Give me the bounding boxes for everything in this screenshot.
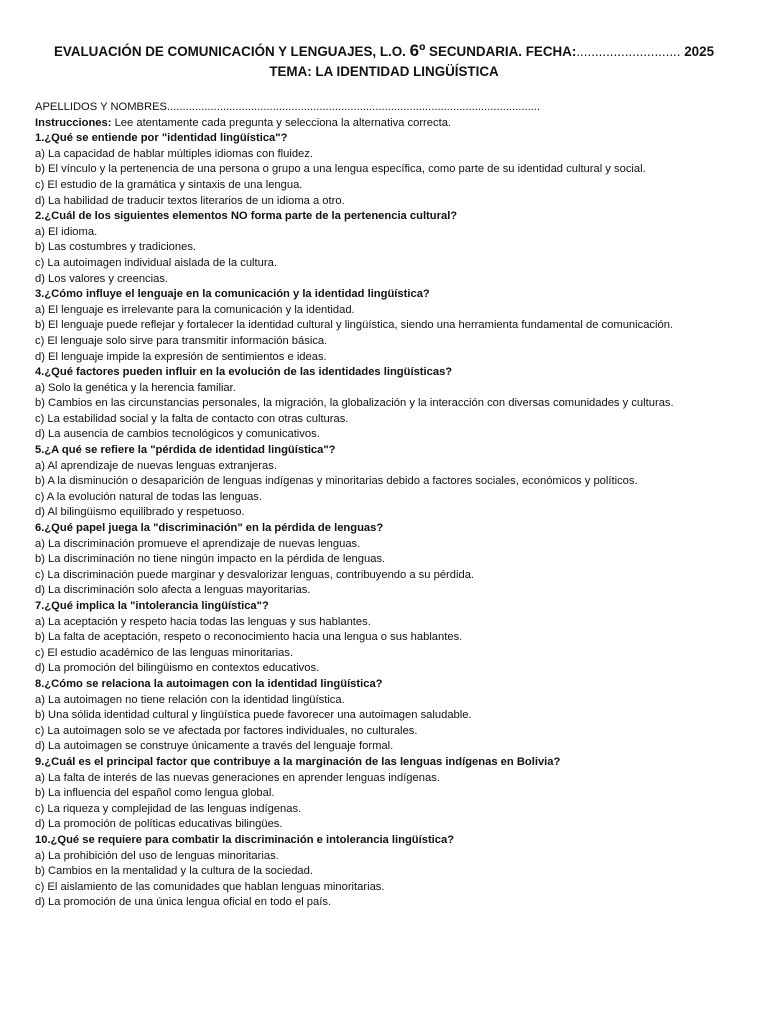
answer-option-a[interactable]: a) La capacidad de hablar múltiples idiomas con fluidez. (35, 147, 313, 160)
answer-option-b[interactable]: b) A la disminución o desaparición de lenguas indígenas y minoritarias debido a factores sociales, económicos y políticos. (35, 475, 638, 488)
question-3 (35, 287, 748, 365)
answer-option-d[interactable]: d) La autoimagen se construye únicamente a través del lenguaje formal. (35, 740, 394, 753)
answer-option-d[interactable]: d) La ausencia de cambios tecnológicos y comunicativos. (35, 428, 320, 441)
answer-option-b[interactable]: b) El lenguaje puede reflejar y fortalecer la identidad cultural y lingüística, siendo una herramienta fundamental de comunicación. (35, 319, 674, 332)
question-title: 2.¿Cuál de los siguientes elementos NO forma parte de la pertenencia cultural? (35, 210, 458, 223)
header-prefix: EVALUACIÓN DE COMUNICACIÓN Y LENGUAJES, L.O. (53, 44, 406, 59)
answer-option-c[interactable]: c) La autoimagen solo se ve afectada por factores individuales, no culturales. (35, 724, 418, 737)
answer-option-a[interactable]: a) El idioma. (35, 225, 98, 238)
answer-option-b[interactable]: b) La discriminación no tiene ningún impacto en la pérdida de lenguas. (35, 553, 386, 566)
answer-option-c[interactable]: c) A la evolución natural de todas las lenguas. (35, 490, 263, 503)
answer-option-d[interactable]: d) La promoción de políticas educativas bilingües. (35, 818, 283, 831)
question-8 (35, 677, 748, 755)
question-4 (35, 365, 748, 443)
instructions (35, 116, 748, 132)
answer-option-c[interactable]: c) La autoimagen individual aislada de la cultura. (35, 256, 277, 269)
instructions-label: Instrucciones: (35, 116, 112, 129)
header-line-1 (20, 41, 748, 62)
question-title: 3.¿Cómo influye el lenguaje en la comunicación y la identidad lingüística? (35, 288, 430, 301)
answer-option-a[interactable]: a) Al aprendizaje de nuevas lenguas extranjeras. (35, 459, 277, 472)
question-list (35, 131, 748, 911)
answer-option-b[interactable]: b) Cambios en la mentalidad y la cultura de la sociedad. (35, 865, 313, 878)
answer-option-a[interactable]: a) La discriminación promueve el aprendizaje de nuevas lenguas. (35, 537, 361, 550)
answer-option-d[interactable]: d) La discriminación solo afecta a lenguas mayoritarias. (35, 584, 311, 597)
answer-option-b[interactable]: b) La influencia del español como lengua global. (35, 787, 275, 800)
question-title: 6.¿Qué papel juega la "discriminación" en la pérdida de lenguas? (35, 522, 384, 535)
answer-option-a[interactable]: a) El lenguaje es irrelevante para la comunicación y la identidad. (35, 303, 355, 316)
question-title: 8.¿Cómo se relaciona la autoimagen con la identidad lingüística? (35, 677, 383, 690)
question-title: 10.¿Qué se requiere para combatir la discriminación e intolerancia lingüística? (35, 833, 455, 846)
answer-option-d[interactable]: d) Al bilingüismo equilibrado y respetuoso. (35, 506, 245, 519)
question-2 (35, 209, 748, 287)
exam-header (20, 0, 748, 82)
question-7 (35, 599, 748, 677)
question-5 (35, 443, 748, 521)
question-title: 5.¿A qué se refiere la "pérdida de identidad lingüística"? (35, 444, 336, 457)
question-title: 9.¿Cuál es el principal factor que contribuye a la marginación de las lenguas indígenas en Bolivia? (35, 755, 561, 768)
answer-option-b[interactable]: b) La falta de aceptación, respeto o reconocimiento hacia una lengua o sus hablantes. (35, 631, 463, 644)
answer-option-c[interactable]: c) La discriminación puede marginar y desvalorizar lenguas, contribuyendo a su pérdida. (35, 568, 475, 581)
answer-option-b[interactable]: b) Cambios en las circunstancias personales, la migración, la globalización y la interacción con diversas comunidades y culturas. (35, 397, 674, 410)
answer-option-a[interactable]: a) La falta de interés de las nuevas generaciones en aprender lenguas indígenas. (35, 771, 440, 784)
exam-topic: TEMA: LA IDENTIDAD LINGÜÍSTICA (269, 64, 499, 79)
question-6 (35, 521, 748, 599)
answer-option-d[interactable]: d) La promoción del bilingüismo en contextos educativos. (35, 662, 320, 675)
question-1 (35, 131, 748, 209)
answer-option-a[interactable]: a) La aceptación y respeto hacia todas las lenguas y sus hablantes. (35, 615, 371, 628)
date-blank[interactable]: ............................ (576, 44, 681, 59)
header-year: 2025 (684, 44, 715, 59)
answer-option-c[interactable]: c) El lenguaje solo sirve para transmitir información básica. (35, 334, 328, 347)
answer-option-b[interactable]: b) El vínculo y la pertenencia de una persona o grupo a una lengua específica, como parte de su identidad cultural y social. (35, 163, 646, 176)
answer-option-c[interactable]: c) La estabilidad social y la falta de contacto con otras culturas. (35, 412, 349, 425)
question-title: 4.¿Qué factores pueden influir en la evolución de las identidades lingüísticas? (35, 366, 453, 379)
answer-option-a[interactable]: a) La autoimagen no tiene relación con la identidad lingüística. (35, 693, 345, 706)
answer-option-c[interactable]: c) El estudio de la gramática y sintaxis de una lengua. (35, 178, 303, 191)
answer-option-d[interactable]: d) El lenguaje impide la expresión de sentimientos e ideas. (35, 350, 327, 363)
question-10 (35, 833, 748, 911)
answer-option-b[interactable]: b) Una sólida identidad cultural y lingüística puede favorecer una autoimagen saludable. (35, 709, 472, 722)
answer-option-c[interactable]: c) La riqueza y complejidad de las lenguas indígenas. (35, 802, 302, 815)
answer-option-c[interactable]: c) El estudio académico de las lenguas minoritarias. (35, 646, 294, 659)
answer-option-a[interactable]: a) Solo la genética y la herencia familiar. (35, 381, 236, 394)
instructions-text: Lee atentamente cada pregunta y selecciona la alternativa correcta. (111, 116, 452, 129)
question-title: 7.¿Qué implica la "intolerancia lingüística"? (35, 600, 269, 612)
header-grade: 6º (409, 41, 426, 60)
student-name-line[interactable]: APELLIDOS Y NOMBRES........................................................................................................................ (35, 101, 541, 113)
answer-option-b[interactable]: b) Las costumbres y tradiciones. (35, 241, 197, 254)
answer-option-a[interactable]: a) La prohibición del uso de lenguas minoritarias. (35, 849, 279, 862)
exam-body (35, 100, 748, 911)
answer-option-c[interactable]: c) El aislamiento de las comunidades que hablan lenguas minoritarias. (35, 880, 385, 893)
answer-option-d[interactable]: d) La promoción de una única lengua oficial en todo el país. (35, 896, 332, 909)
answer-option-d[interactable]: d) Los valores y creencias. (35, 272, 169, 285)
header-middle: SECUNDARIA. FECHA: (429, 44, 577, 59)
answer-option-d[interactable]: d) La habilidad de traducir textos literarios de un idioma a otro. (35, 194, 345, 207)
question-title: 1.¿Qué se entiende por "identidad lingüística"? (35, 132, 288, 145)
question-9 (35, 755, 748, 833)
